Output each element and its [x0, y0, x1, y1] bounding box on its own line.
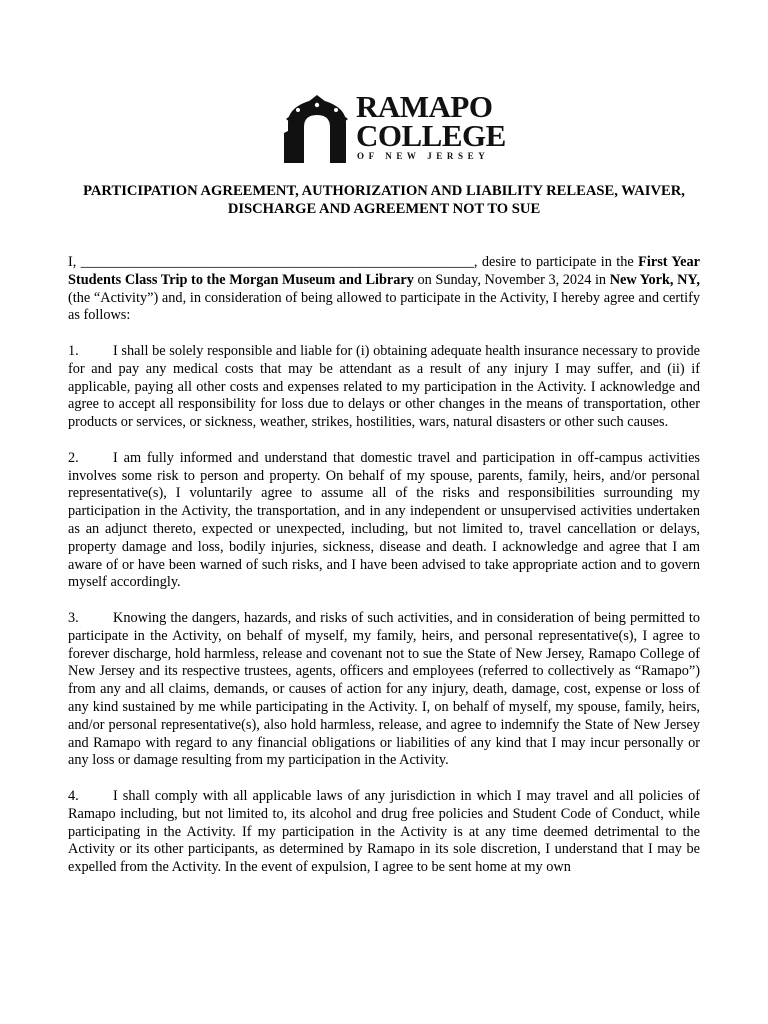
clause-number: 2.: [68, 449, 79, 466]
agreement-body: [68, 254, 700, 895]
clause-text: I shall comply with all applicable laws of any jurisdiction in which I may travel and all policies of Ramapo including, but not limited to, its alcohol and drug free policies and Student Code of Conduct, while participating in the Activity. If my participation in the Activity is at any time deemed detrimental to the Activity or its other participants, as determined by Ramapo in its sole discretion, I understand that I may be expelled from the Activity. In the event of expulsion, I agree to be sent home at my own: [68, 787, 700, 876]
arch-icon: [284, 93, 350, 163]
logo-line-ramapo: RAMAPO: [356, 89, 493, 124]
clause-paragraph: [68, 610, 700, 770]
intro-middle: , desire to participate in the: [473, 254, 639, 270]
intro-paragraph: [68, 254, 700, 325]
intro-rest: (the “Activity”) and, in consideration of being allowed to participate in the Activity, I hereby agree and certify as follows:: [68, 289, 700, 324]
ramapo-college-logo: [284, 89, 506, 163]
clause-number: 1.: [68, 342, 79, 359]
name-blank-line: _______________________________________________________: [80, 254, 474, 270]
clause-paragraph: [68, 343, 700, 432]
trip-location: New York, NY,: [609, 271, 701, 288]
intro-prefix: I,: [68, 254, 81, 270]
clause-paragraph: [68, 788, 700, 877]
logo-line-of-new-jersey: OF NEW JERSEY: [357, 151, 490, 161]
trip-date: on Sunday, November 3, 2024 in: [413, 271, 610, 288]
trip-name: First Year Students Class Trip to the Morgan Museum and Library: [68, 254, 700, 288]
logo-line-college: COLLEGE: [356, 118, 506, 153]
clause-paragraph: [68, 450, 700, 592]
clause-text: I am fully informed and understand that domestic travel and participation in off-campus activities involves some risk to person and property. On behalf of my spouse, parents, family, heirs, and/or personal representative(s), I voluntarily agree to assume all of the risks and responsibilities surrounding my participation in the Activity, the transportation, and in any independent or unsupervised activities undertaken as an adjunct thereto, expected or unexpected, including, but not limited to, travel cancellation or delays, property damage and loss, bodily injuries, sickness, disease and death. I acknowledge and agree that I am aware of or have been warned of such risks, and I have been advised to take appropriate action and to govern myself accordingly.: [68, 449, 700, 591]
clause-text: I shall be solely responsible and liable for (i) obtaining adequate health insurance necessary to provide for and pay any medical costs that may be attendant as a result of any injury I may suffer, and (ii) if applicable, paying all other costs and expenses related to my participation in the Activity. I acknowledge and agree to accept all responsibility for loss due to delays or other changes in the means of transportation, other products or services, or sickness, weather, strikes, hostilities, wars, natural disasters or other such causes.: [68, 342, 700, 431]
document-title: PARTICIPATION AGREEMENT, AUTHORIZATION AND LIABILITY RELEASE, WAIVER, DISCHARGE AND AGREEMENT NOT TO SUE: [83, 183, 685, 217]
clause-number: 4.: [68, 787, 79, 804]
clause-text: Knowing the dangers, hazards, and risks of such activities, and in consideration of being permitted to participate in the Activity, on behalf of myself, my family, heirs, and personal representative(s), I agree to forever discharge, hold harmless, release and covenant not to sue the State of New Jersey, Ramapo College of New Jersey and its respective trustees, agents, officers and employees (referred to collectively as “Ramapo”) from any and all claims, demands, or causes of action for any injury, death, damage, cost, expense or loss of any kind sustained by me while participating in the Activity. I, on behalf of myself, my spouse, family, heirs, and/or personal representative(s), also hold harmless, release, and agree to indemnify the State of New Jersey and Ramapo with regard to any financial obligations or liabilities of any kind that I may incur personally or any loss or damage resulting from my participation in the Activity.: [68, 609, 700, 769]
clause-number: 3.: [68, 609, 79, 626]
